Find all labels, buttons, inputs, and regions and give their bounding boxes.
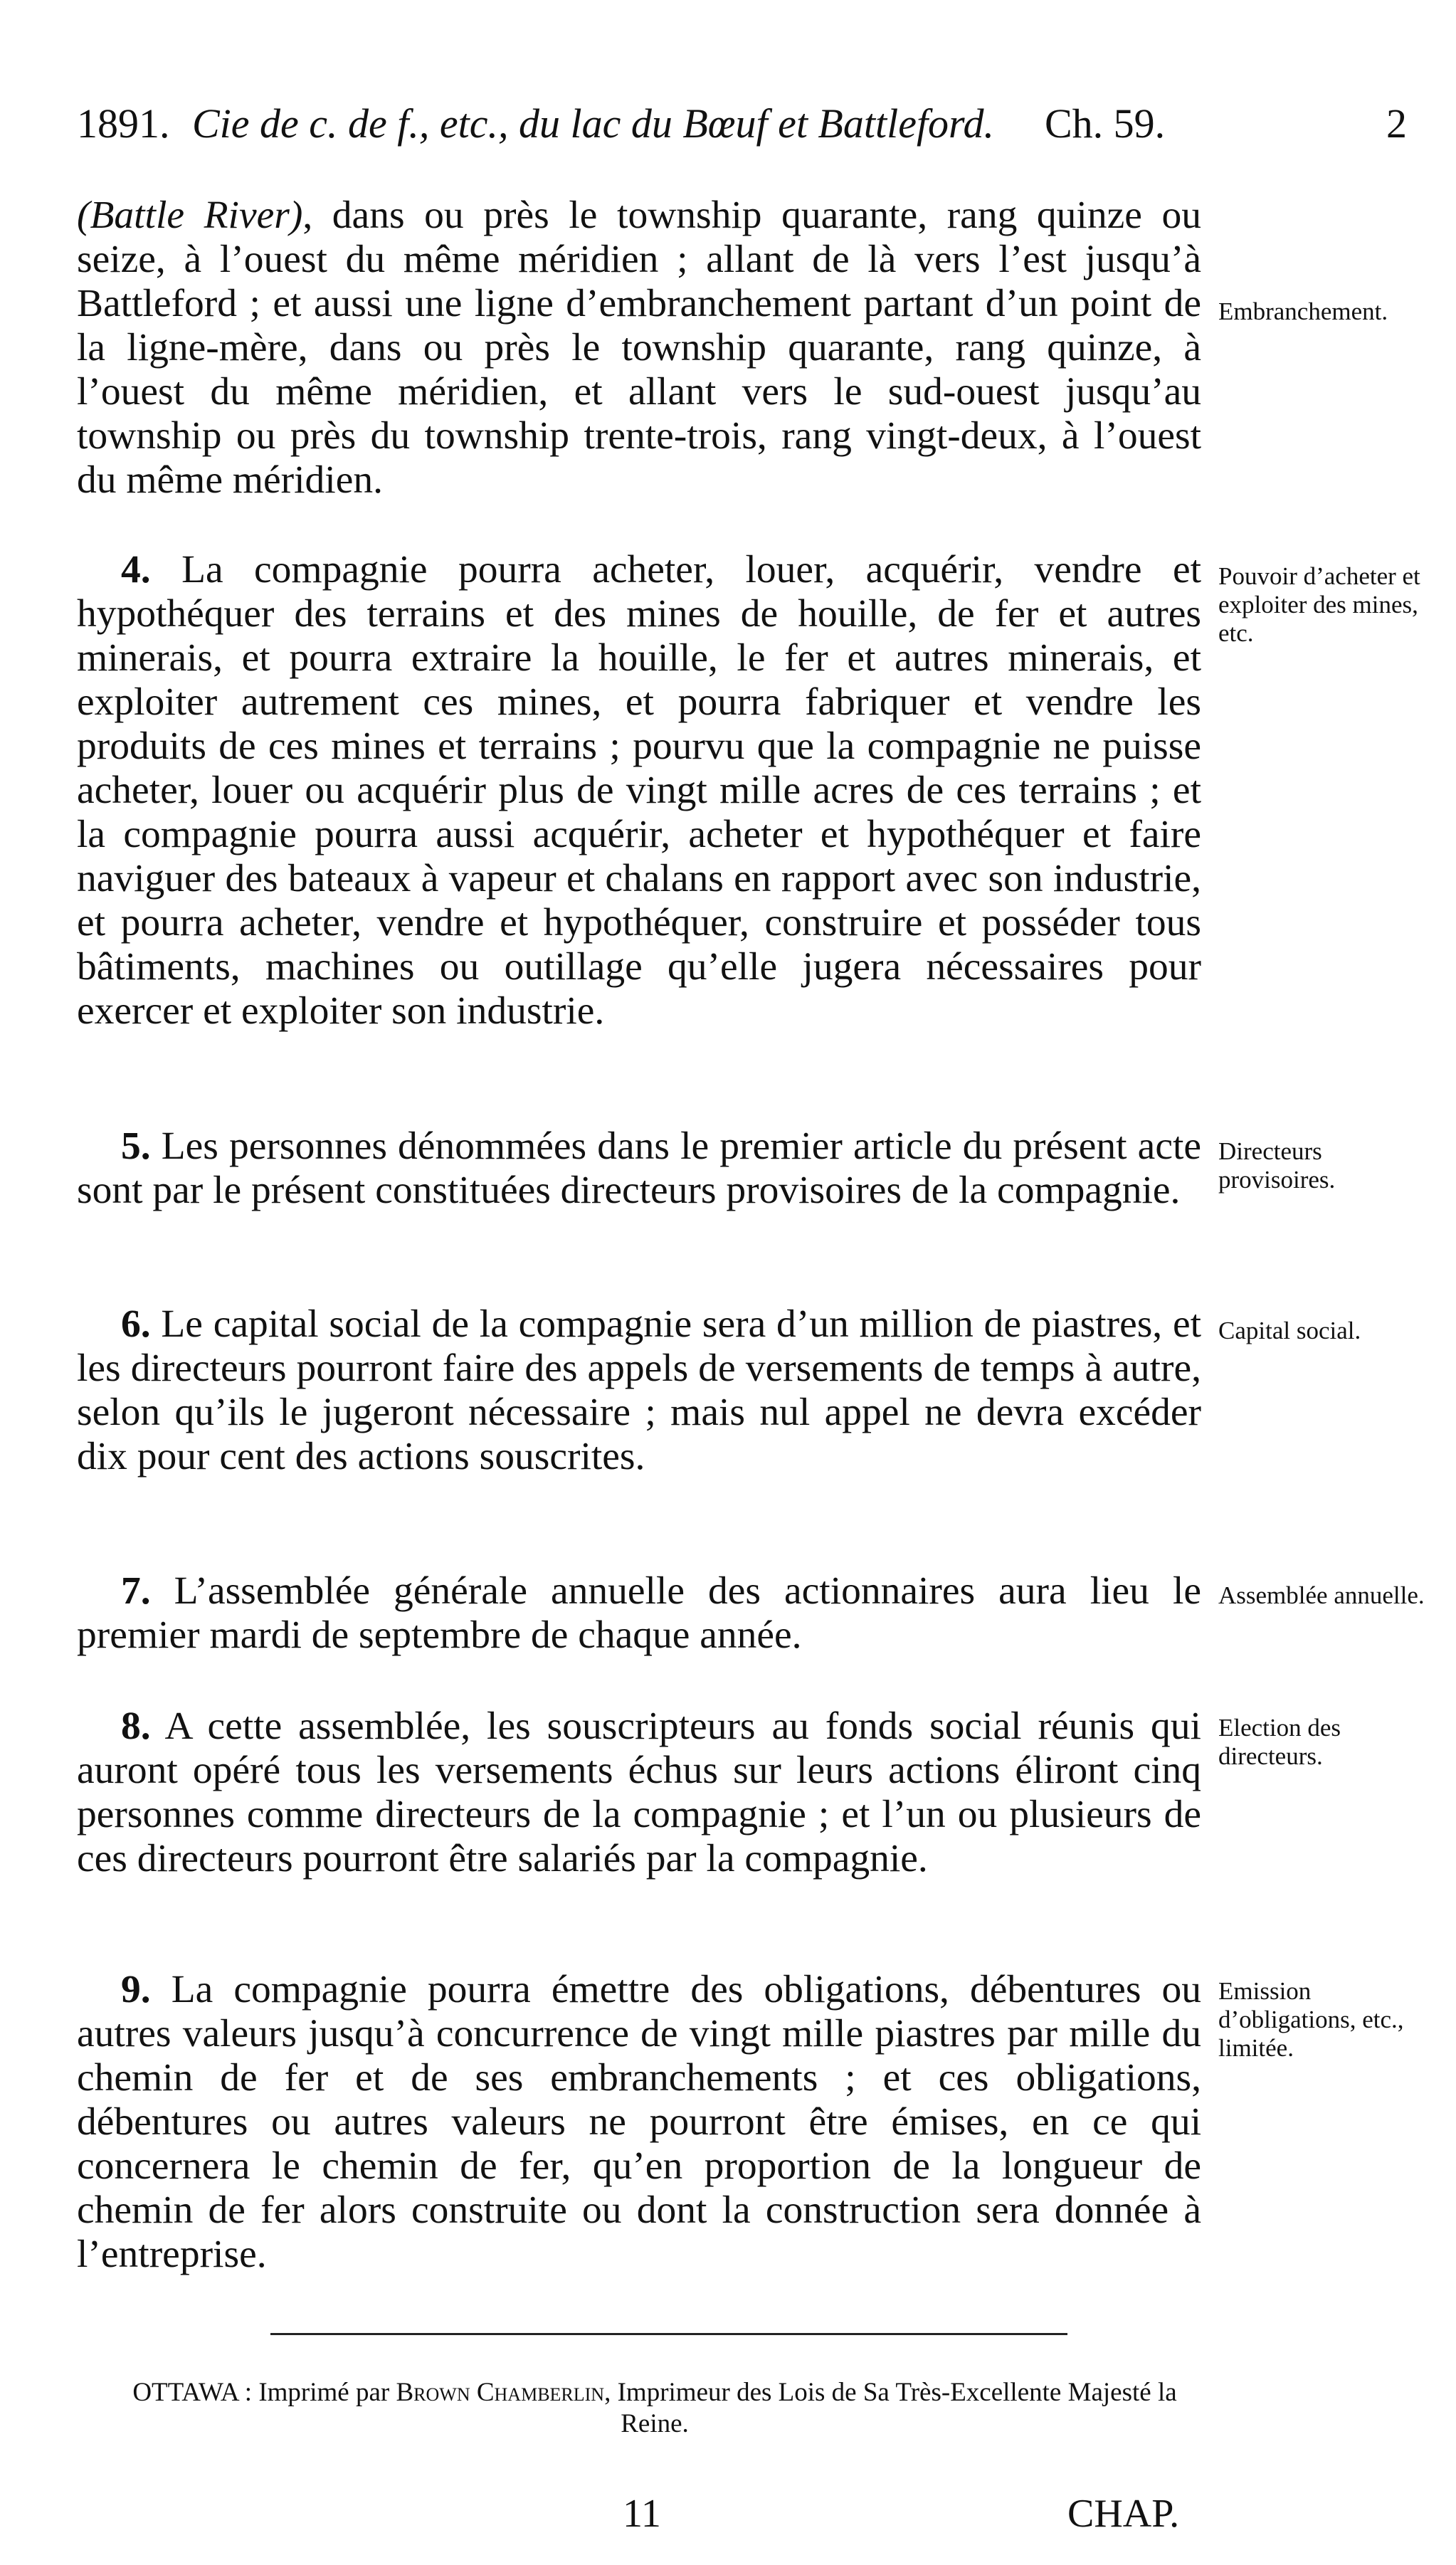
imprint-printer: Brown Chamberlin — [396, 2378, 605, 2407]
section-6 — [77, 1302, 1201, 1479]
header-chapter: Ch. 59. — [1045, 100, 1166, 147]
section-8 — [77, 1705, 1201, 1881]
section-6-number: 6. — [121, 1302, 151, 1346]
section-9-number: 9. — [121, 1968, 151, 2011]
section-4-number: 4. — [121, 548, 151, 591]
section-5-number: 5. — [121, 1125, 151, 1168]
margin-note-capital: Capital social. — [1218, 1317, 1361, 1344]
margin-note-embranchement: Embranchement. — [1218, 297, 1388, 325]
running-header — [0, 100, 1456, 157]
margin-note-directeurs: Directeurs provisoires. — [1218, 1137, 1336, 1194]
section-8-number: 8. — [121, 1705, 151, 1748]
section-7-text: L’assemblée générale annuelle des actionnaires aura lieu le premier mardi de septembre de chaque année. — [77, 1569, 1201, 1657]
catchword: CHAP. — [1067, 2492, 1180, 2536]
section-4-text: La compagnie pourra acheter, louer, acquérir, vendre et hypothéquer des terrains et des mines de houille, de fer et autres minerais, et pourra extraire la houille, le fer et autres minerais, et exploiter autrement ces mines, et pourra fabriquer et vendre les produits de ces mines et terrains ; pourvu que la compagnie ne puisse acheter, louer ou acquérir plus de vingt mille acres de ces terrains ; et la compagnie pourra aussi acquérir, acheter et hypothéquer et faire naviguer des bateaux à vapeur et chalans en rapport avec son industrie, et pourra acheter, vendre et hypothéquer, construire et posséder tous bâtiments, machines ou outillage qu’elle jugera nécessaires pour exercer et exploiter son industrie. — [77, 548, 1201, 1033]
section-5 — [77, 1125, 1201, 1213]
imprint — [107, 2377, 1203, 2440]
section-5-text: Les personnes dénommées dans le premier article du présent acte sont par le présent constituées directeurs provisoires de la compagnie. — [77, 1125, 1202, 1212]
section-6-text: Le capital social de la compagnie sera d’un million de piastres, et les directeurs pourront faire des appels de versements de temps à autre, selon qu’ils le jugeront nécessaire ; mais nul appel ne devra excéder dix pour cent des actions souscrites. — [77, 1302, 1202, 1478]
header-title: Cie de c. de f., etc., du lac du Bœuf et Battleford. — [192, 100, 994, 147]
section-9 — [77, 1968, 1201, 2277]
paragraph-continuation — [77, 194, 1201, 502]
margin-note-pouvoir: Pouvoir d’acheter et exploiter des mines, etc. — [1218, 562, 1420, 647]
folio-number: 11 — [623, 2492, 661, 2536]
continuation-text: , dans ou près le township quarante, rang quinze ou seize, à l’ouest du même méridien ; allant de là vers l’est jusqu’à Battleford ; et aussi une ligne d’embranchement partant d’un point de la ligne-mère, dans ou près le township quarante, rang quinze, à l’ouest du même méridien, et allant vers le sud-ouest jusqu’au township ou près du township trente-trois, rang vingt-deux, à l’ouest du même méridien. — [77, 194, 1201, 502]
section-8-text: A cette assemblée, les souscripteurs au fonds social réunis qui auront opéré tous les versements échus sur leurs actions éliront cinq personnes comme directeurs de la compagnie ; et l’un ou plusieurs de ces directeurs pourront être salariés par la compagnie. — [77, 1705, 1201, 1880]
imprint-suffix: , Imprimeur des Lois de Sa Très-Excellente Majesté la Reine. — [604, 2378, 1177, 2438]
margin-note-assemblee: Assemblée annuelle. — [1218, 1581, 1425, 1609]
margin-note-election: Election des directeurs. — [1218, 1714, 1341, 1770]
imprint-prefix: OTTAWA : Imprimé par — [132, 2378, 396, 2407]
section-9-text: La compagnie pourra émettre des obligations, débentures ou autres valeurs jusqu’à concurrence de vingt mille piastres par mille du chemin de fer et de ses embranchements ; et ces obligations, débentures ou autres valeurs ne pourront être émises, en ce qui concernera le chemin de fer, qu’en proportion de la longueur de chemin de fer alors construite ou dont la construction sera donnée à l’entreprise. — [77, 1968, 1202, 2276]
header-year: 1891. — [77, 100, 170, 147]
section-7-number: 7. — [121, 1569, 151, 1613]
closing-rule — [270, 2333, 1067, 2335]
margin-note-emission: Emission d’obligations, etc., limitée. — [1218, 1977, 1404, 2062]
section-7 — [77, 1569, 1201, 1658]
header-page-number: 2 — [1386, 100, 1407, 147]
battle-river-text: (Battle River) — [77, 194, 303, 237]
section-4 — [77, 548, 1201, 1033]
